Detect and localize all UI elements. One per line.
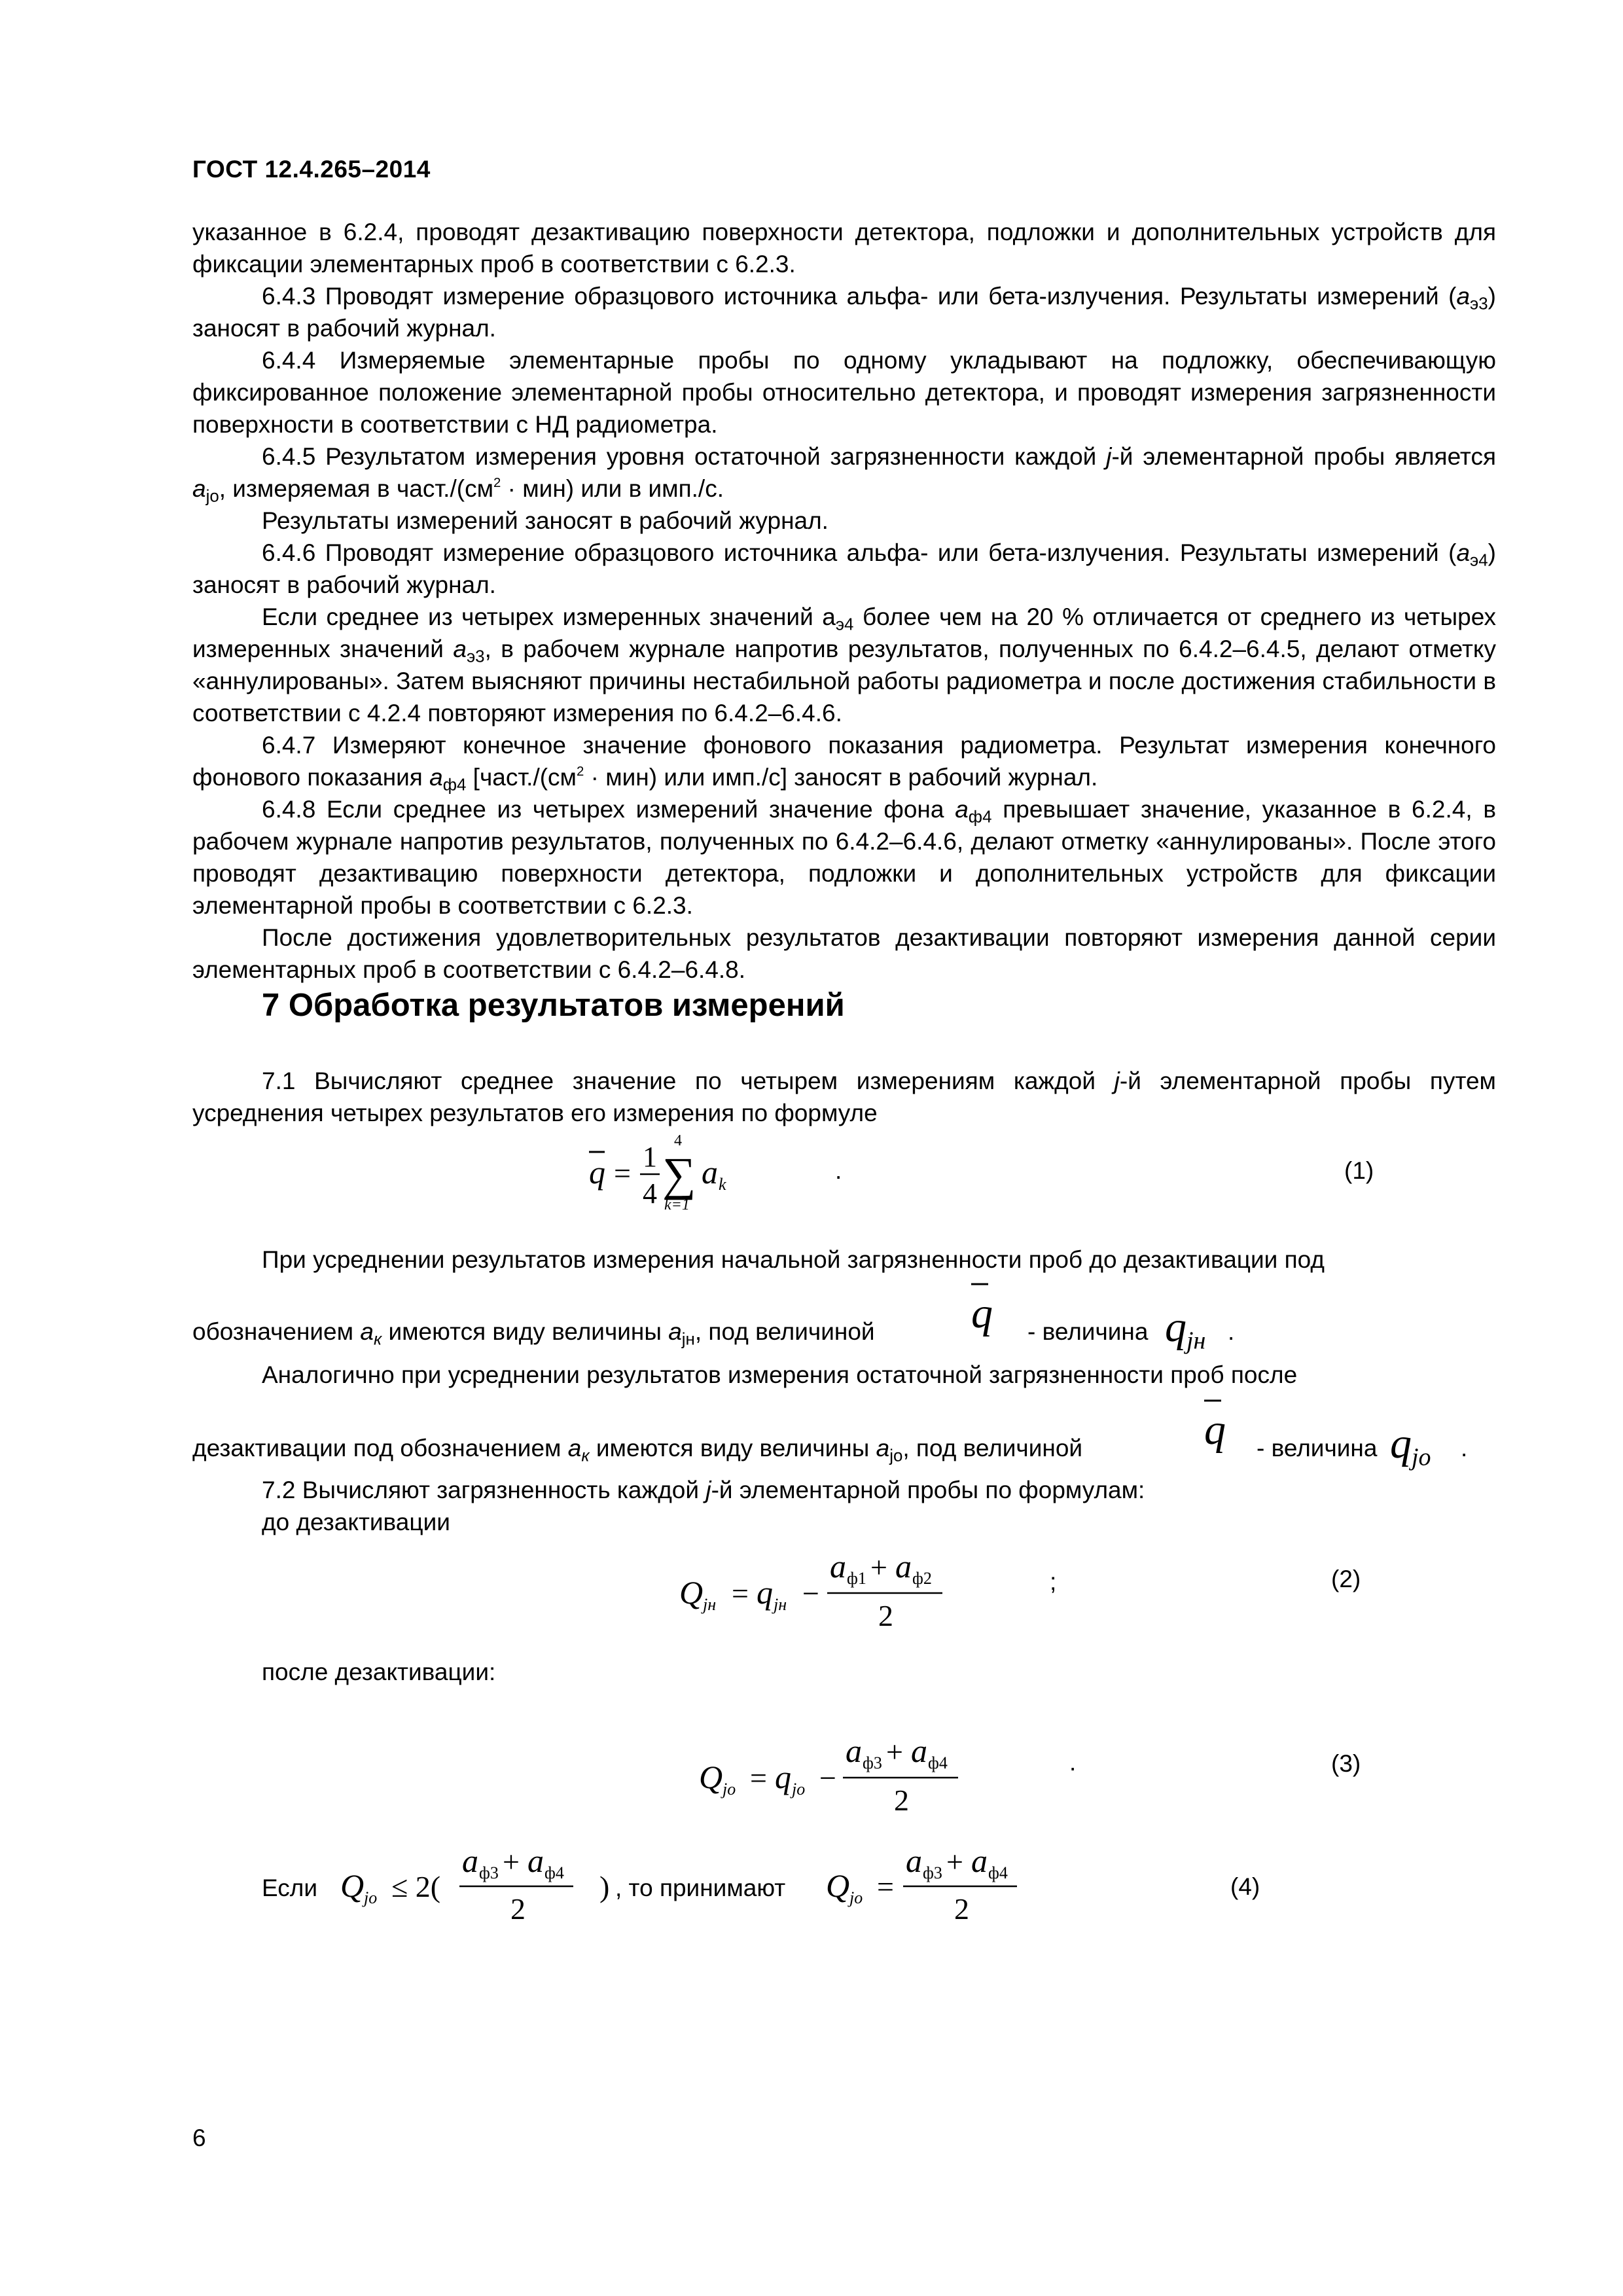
symbol-a: a [429, 764, 443, 791]
symbol-Q: Q [340, 1867, 365, 1904]
sentence-period: . [1461, 1435, 1468, 1462]
paragraph-text: указанное в 6.2.4, проводят дезактивацию поверхности детектора, подложки и дополнительных устройств для фиксации элементарных проб в соответствии с 6.2.3. [192, 219, 1496, 278]
paragraph-text: имеются виду величины [589, 1435, 876, 1462]
paragraph-text: 6.4.8 Если среднее из четырех измерений значение фона [262, 796, 955, 823]
sentence-period: . [1228, 1318, 1235, 1345]
paragraph-text: 6.4.6 Проводят измерение образцового источника альфа- или бета-излучения. Результаты измерений ( [262, 539, 1457, 566]
minus-sign: − [802, 1577, 819, 1610]
symbol-a: a [462, 1842, 478, 1879]
subscript: ф3 [479, 1863, 499, 1882]
sum-upper: 4 [674, 1132, 682, 1149]
subscript: ф4 [442, 776, 467, 795]
subscript: jн [681, 1330, 695, 1349]
paragraph-text: 6.4.3 Проводят измерение образцового источника альфа- или бета-излучения. Результаты измерений ( [262, 283, 1457, 310]
formula-dot: . [835, 1157, 842, 1184]
paragraph-text: 7.1 Вычисляют среднее значение по четырем измерениям каждой [262, 1067, 1115, 1094]
plus-sign: + [870, 1551, 887, 1584]
equals-sign: = [877, 1870, 894, 1903]
label-then: , то принимают [615, 1874, 786, 1901]
subscript: jо [792, 1780, 806, 1799]
symbol-Q: Q [679, 1574, 704, 1611]
equation-number-3: (3) [1331, 1750, 1361, 1777]
paragraph-text: , под величиной [694, 1318, 875, 1345]
subscript: э4 [835, 615, 854, 634]
paragraph-averaging-3: Аналогично при усреднении результатов измерения остаточной загрязненности проб после [262, 1361, 1298, 1388]
formula-2 [674, 1538, 975, 1646]
label-after-decontamination: после дезактивации: [262, 1659, 496, 1685]
formula-1-graphic [563, 1126, 772, 1224]
symbol-q-jo [1390, 1419, 1431, 1471]
paragraph-6-4-4 [192, 344, 1496, 440]
symbol-q: q [1204, 1406, 1226, 1454]
paragraph-text: Если среднее из четырех измеренных значений а [262, 603, 836, 630]
paragraph-text: [част./(см [466, 764, 577, 791]
q-bar-graphic [1198, 1393, 1237, 1465]
subscript: jо [722, 1780, 736, 1799]
paragraph-6-4-7 [192, 729, 1496, 793]
denominator: 2 [510, 1892, 526, 1926]
minus-sign: − [819, 1761, 836, 1795]
superscript: 2 [493, 475, 501, 490]
symbol-a: a [830, 1548, 846, 1585]
plus-sign: + [886, 1735, 903, 1768]
formula-3-graphic [694, 1723, 995, 1827]
denominator: 2 [954, 1892, 969, 1926]
paragraph-text: , под величиной [902, 1435, 1083, 1462]
subscript: jн [703, 1595, 717, 1614]
paragraph-averaging-4 [192, 1432, 1082, 1464]
paragraph-6-4-3 [192, 280, 1496, 344]
symbol-q: q [1390, 1420, 1412, 1467]
paragraph-7-2 [262, 1474, 1145, 1506]
formula-4-condition [335, 1838, 623, 1946]
paragraph-text: -й элементарной пробы является [1111, 443, 1496, 470]
symbol-a: a [1456, 283, 1471, 310]
symbol-a: a [895, 1548, 912, 1585]
symbol-j: j [1106, 443, 1112, 470]
page-number: 6 [192, 2125, 206, 2151]
paragraph-text: 6.4.5 Результатом измерения уровня остаточной загрязненности каждой [262, 443, 1107, 470]
label-value: - величина [1027, 1318, 1149, 1345]
label-before-decontamination: до дезактивации [262, 1509, 450, 1535]
paragraph-text: 6.4.7 Измеряют конечное значение фонового показания радиометра. Результат измерения конечного фонового показания [192, 732, 1496, 791]
q-bar-graphic [965, 1276, 1004, 1348]
formula-2-graphic [674, 1538, 975, 1643]
equals-sign: = [732, 1577, 749, 1610]
paragraph-text: ) заносят в рабочий журнал. [192, 283, 1496, 342]
symbol-a: a [668, 1318, 682, 1345]
paragraph-repeat [192, 922, 1496, 986]
paragraph-text: Результаты измерений заносят в рабочий журнал. [262, 507, 829, 534]
formula-4-result-graphic [821, 1838, 1056, 1943]
symbol-a: a [527, 1842, 544, 1879]
paragraph-text: · мин) или имп./с] заносят в рабочий журнал. [584, 764, 1098, 791]
subscript: jн [1186, 1327, 1206, 1355]
equation-number-4: (4) [1230, 1873, 1260, 1900]
symbol-a: a [846, 1732, 862, 1769]
paragraph-text: · мин) или в имп./с. [501, 475, 724, 502]
symbol-a: a [360, 1318, 374, 1345]
paragraph-6-4-8 [192, 793, 1496, 922]
symbol-q-bar-2 [1198, 1393, 1237, 1468]
subscript: jо [1412, 1443, 1431, 1471]
subscript: ф4 [968, 808, 992, 827]
symbol-q: q [589, 1154, 605, 1191]
numerator: 1 [643, 1141, 657, 1173]
document-header: ГОСТ 12.4.265–2014 [192, 156, 431, 183]
subscript: ф3 [863, 1753, 882, 1772]
subscript: э4 [1470, 551, 1488, 570]
subscript: jо [205, 487, 219, 506]
subscript: ф4 [544, 1863, 564, 1882]
symbol-a: a [911, 1732, 927, 1769]
symbol-Q: Q [699, 1759, 723, 1795]
symbol-q-bar [965, 1276, 1004, 1352]
paragraph-text: 7.2 Вычисляют загрязненность каждой [262, 1477, 706, 1503]
symbol-a: a [453, 636, 467, 662]
subscript: э3 [1470, 295, 1488, 314]
paragraph-text: -й элементарной пробы путем усреднения четырех результатов его измерения по формуле [192, 1067, 1496, 1126]
subscript: ф3 [923, 1863, 942, 1882]
paragraph-text: превышает значение, указанное в 6.2.4, в рабочем журнале напротив результатов, полученных по 6.4.2–6.4.6, делают отметку «аннулированы». После этого проводят дезактивацию поверхности детектора, подложки и дополнительных устройств для фиксации элементарной пробы в соответствии с 6.2.3. [192, 796, 1497, 919]
equals-sign: = [750, 1761, 767, 1795]
symbol-q: q [971, 1289, 993, 1337]
subscript: ф4 [988, 1863, 1008, 1882]
symbol-a: a [192, 475, 206, 502]
symbol-q: q [775, 1759, 791, 1795]
label-value: - величина [1257, 1435, 1378, 1462]
subscript: jо [364, 1888, 378, 1907]
paragraph-text: , измеряемая в част./(см [219, 475, 494, 502]
denominator: 2 [878, 1599, 893, 1632]
subscript: jо [849, 1888, 863, 1907]
symbol-a: a [1456, 539, 1471, 566]
subscript: к [373, 1330, 382, 1349]
section-heading: 7 Обработка результатов измерений [262, 988, 845, 1023]
paragraph-averaging-2 [192, 1316, 875, 1348]
subscript: ф1 [847, 1569, 866, 1588]
equation-number-1: (1) [1344, 1157, 1374, 1184]
formula-dot: . [1069, 1749, 1077, 1776]
subscript-k: k [719, 1175, 726, 1194]
formula-4-condition-graphic [335, 1838, 623, 1943]
label-if: Если [262, 1874, 318, 1901]
right-paren: ) [599, 1870, 610, 1903]
formula-4-result [821, 1838, 1056, 1946]
symbol-j: j [1114, 1067, 1120, 1094]
paragraph-results [192, 505, 1496, 537]
equals-sign: = [614, 1157, 631, 1190]
equation-number-2: (2) [1331, 1566, 1361, 1592]
symbol-q: q [1165, 1303, 1186, 1351]
symbol-a: a [955, 796, 969, 823]
paragraph-text: дезактивации под обозначением [192, 1435, 568, 1462]
paragraph-text: -й элементарной пробы по формулам: [711, 1477, 1145, 1503]
paragraph-7-1 [192, 1065, 1496, 1129]
subscript: ф4 [928, 1753, 948, 1772]
symbol-a: a [906, 1842, 922, 1879]
subscript: jо [889, 1446, 903, 1465]
paragraph-text: более чем на 20 % отличается от среднего из четырех измеренных значений [192, 603, 1496, 662]
superscript: 2 [576, 764, 584, 779]
paragraph-text: , в рабочем журнале напротив результатов, полученных по 6.4.2–6.4.5, делают отметку «аннулированы». Затем выясняют причины нестабильной работы радиометра и после достижения стабильности в соответствии с 4.2.4 повторяют измерения по 6.4.2–6.4.6. [192, 636, 1496, 726]
plus-sign: + [503, 1845, 520, 1878]
paragraph-text: обозначением [192, 1318, 361, 1345]
denominator: 4 [643, 1177, 657, 1210]
symbol-a: a [971, 1842, 988, 1879]
paragraph-text: ) заносят в рабочий журнал. [192, 539, 1496, 598]
subscript: э3 [466, 647, 485, 666]
formula-3 [694, 1723, 995, 1831]
less-equal-two: ≤ 2( [391, 1870, 441, 1903]
formula-semicolon: ; [1050, 1568, 1057, 1595]
formula-1 [563, 1126, 772, 1227]
plus-sign: + [946, 1845, 963, 1878]
symbol-Q: Q [826, 1867, 850, 1904]
paragraph-averaging-1: При усреднении результатов измерения начальной загрязненности проб до дезактивации под [262, 1246, 1325, 1273]
symbol-j: j [705, 1477, 711, 1503]
symbol-q-jn [1165, 1302, 1205, 1355]
subscript: ф2 [912, 1569, 932, 1588]
paragraph-6-4-2-end [192, 216, 1496, 280]
symbol-a: a [702, 1154, 718, 1191]
sum-lower: k=1 [664, 1196, 690, 1213]
paragraph-average-check [192, 601, 1496, 729]
paragraph-text: После достижения удовлетворительных результатов дезактивации повторяют измерения данной серии элементарных проб в соответствии с 6.4.2–6.4.8. [192, 924, 1496, 983]
symbol-a: a [876, 1435, 890, 1462]
paragraph-text: 6.4.4 Измеряемые элементарные пробы по одному укладывают на подложку, обеспечивающую фиксированное положение элементарной пробы относительно детектора, и проводят измерения загрязненности поверхности в соответствии с НД радиометра. [192, 347, 1496, 438]
subscript: jн [774, 1595, 787, 1614]
sum-sign: ∑ [662, 1148, 696, 1200]
denominator: 2 [894, 1784, 909, 1817]
paragraph-6-4-6 [192, 537, 1496, 601]
paragraph-text: имеются виду величины [382, 1318, 669, 1345]
symbol-q: q [757, 1574, 773, 1611]
subscript: к [581, 1446, 590, 1465]
symbol-a: a [567, 1435, 582, 1462]
paragraph-6-4-5 [192, 440, 1496, 505]
